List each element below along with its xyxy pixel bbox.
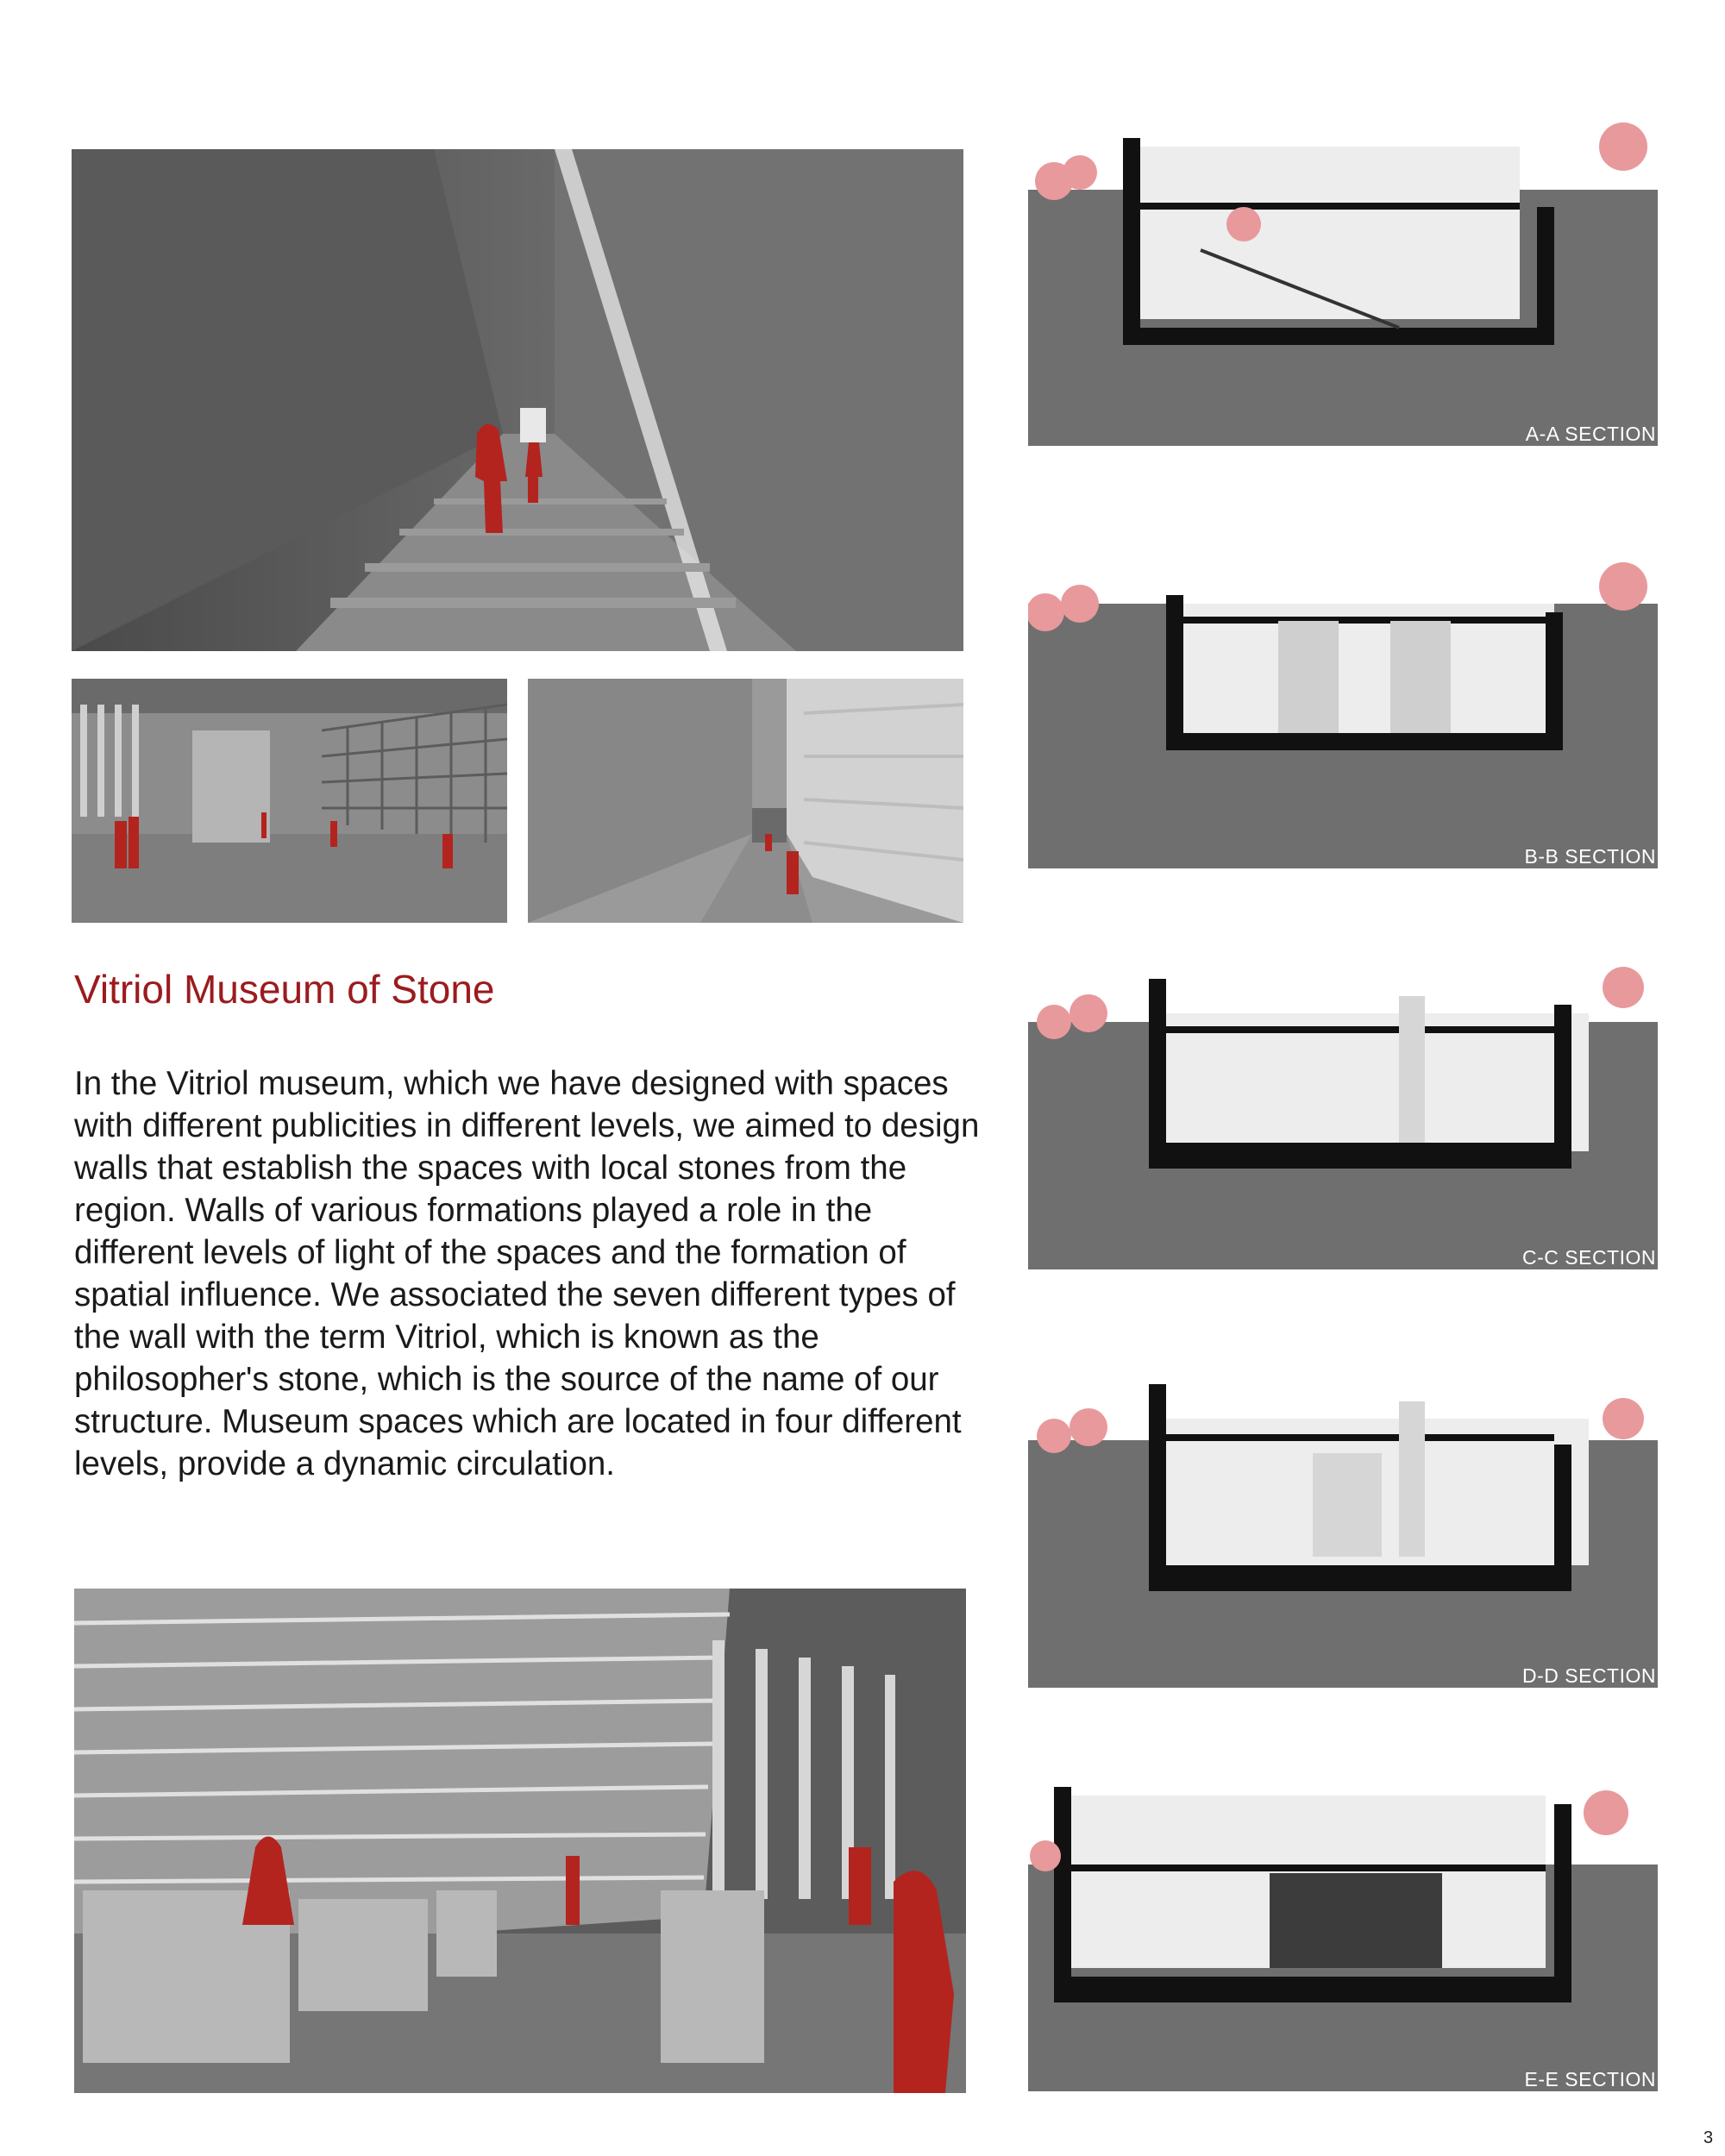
section-label: A-A SECTION (1525, 423, 1656, 445)
section-label: B-B SECTION (1524, 845, 1656, 868)
section-label: D-D SECTION (1522, 1664, 1656, 1687)
section-c-c (1028, 927, 1658, 1269)
render-exhibition-hall (74, 1589, 966, 2093)
project-description: In the Vitriol museum, which we have designed with spaces with different publicities in different levels, we aimed to design walls that establish the spaces with local stones from the region. Walls of various formations played a role in the different levels of light of the spaces and the formation of spatial influence. We associated the seven different types of the wall with the term Vitriol, which is known as the philosopher's stone, which is the source of the name of our structure. Museum spaces which are located in four different levels, provide a dynamic circulation. (74, 1065, 980, 1482)
section-a-a (1028, 112, 1658, 446)
section-e-e (1028, 1744, 1658, 2091)
section-label: E-E SECTION (1524, 2068, 1656, 2090)
page-number: 3 (1703, 2128, 1714, 2147)
section-d-d (1028, 1332, 1658, 1688)
render-grid-hall (72, 679, 507, 923)
render-staircase-corridor (72, 149, 963, 651)
section-b-b (1028, 509, 1658, 868)
section-label: C-C SECTION (1522, 1246, 1656, 1269)
project-title: Vitriol Museum of Stone (74, 967, 495, 1012)
render-textured-corridor (528, 679, 963, 923)
